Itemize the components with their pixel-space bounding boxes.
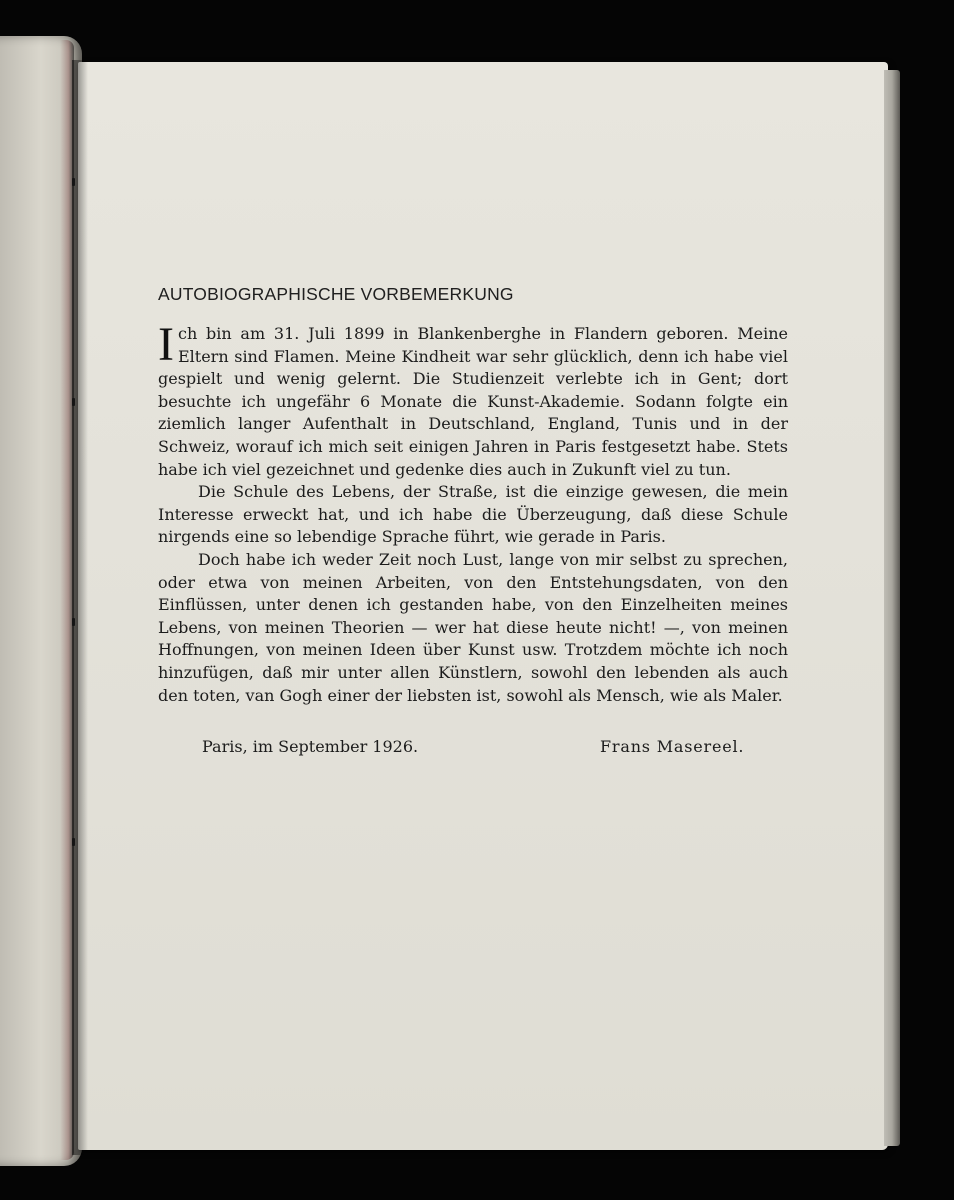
page-stack-edge [884,70,900,1146]
page-title: AUTOBIOGRAPHISCHE VORBEMERKUNG [158,284,514,304]
place-date: Paris, im September 1926. [202,737,419,757]
paragraph-3: Doch habe ich weder Zeit noch Lust, lange von mir selbst zu sprechen, oder etwa von meinen Arbeiten, von den Entstehungsdaten, von den Einflüssen, unter denen ich gestanden habe, von den Einzelheiten meines Lebens, von meinen Theorien — wer hat diese heute nicht! —, von meinen Hoffnungen, von meinen Ideen über Kunst usw. Trotzdem möchte ich noch hinzufügen, daß mir unter allen Künstlern, sowohl den lebenden als auch den toten, van Gogh einer der liebsten ist, sowohl als Mensch, wie als Maler. [158,549,788,705]
closing-line [158,737,788,761]
author-signature: Frans Masereel. [600,737,745,757]
paragraph-2: Die Schule des Lebens, der Straße, ist die einzige gewesen, die mein Interesse erweckt hat, und ich habe die Überzeugung, daß diese Schule nirgends eine so lebendige Sprache führt, wie gerade in Paris. [158,482,788,547]
gutter-shadow [72,60,88,1155]
right-page [78,62,888,1150]
paragraph-1-text: ch bin am 31. Juli 1899 in Blankenberghe in Flandern geboren. Meine Eltern sind Flamen. Meine Kindheit war sehr glücklich, denn ich habe viel gespielt und wenig gelernt. Die Studienzeit verlebte ich in Gent; dort besuchte ich ungefähr 6 Monate die Kunst-Akademie. Sodann folgte ein ziemlich langer Aufenthalt in Deutschland, England, Tunis und in der Schweiz, worauf ich mich seit einigen Jahren in Paris festgesetzt habe. Stets habe ich viel gezeichnet und gedenke dies auch in Zukunft viel zu tun. [158,324,788,479]
paragraph-1 [158,318,788,481]
drop-cap: I [158,318,174,371]
page-content [158,284,788,761]
